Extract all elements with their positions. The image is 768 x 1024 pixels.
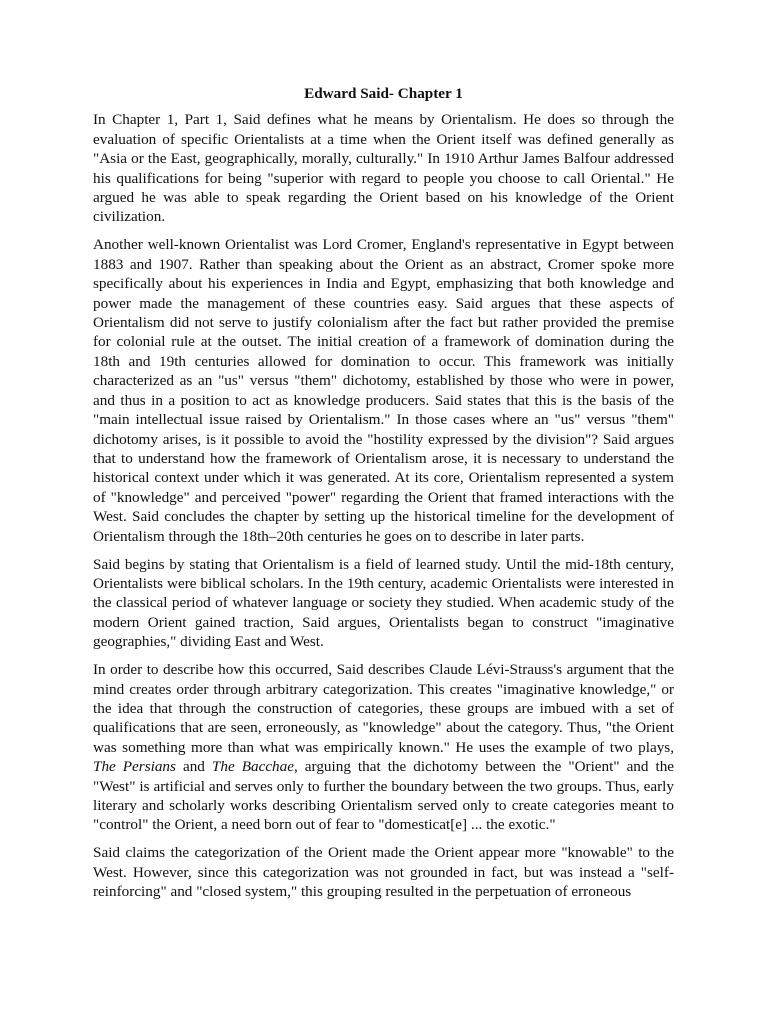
paragraph-1: In Chapter 1, Part 1, Said defines what he means by Orientalism. He does so through the evaluation of specific Orientalists at a time when the Orient itself was defined generally as "Asia or the East, geographically, morally, culturally." In 1910 Arthur James Balfour addressed his qualifications for being "superior with regard to people you choose to call Oriental." He argued he was able to speak regarding the Orient based on his knowledge of the Orient civilization.	[93, 111, 674, 226]
document-title: Edward Said- Chapter 1	[304, 85, 463, 102]
paragraph-4-and: and	[182, 758, 205, 776]
paragraph-4	[93, 660, 674, 835]
paragraph-4-text-a: In order to describe how this occurred, Said describes Claude Lévi-Strauss's argument that the mind creates order through arbitrary categorization. This creates "imaginative knowledge," or the idea that through the construction of categories, these groups are imbued with a set of qualifications that are seen, erroneously, as "knowledge" about the category. Thus, "the Orient was something more than what was empirically known." He uses the example of two plays,	[93, 661, 674, 756]
document-page	[93, 84, 674, 910]
play-title-persians: The Persians	[93, 758, 176, 776]
paragraph-3: Said begins by stating that Orientalism is a field of learned study. Until the mid-18th century, Orientalists were biblical scholars. In the 19th century, academic Orientalists were interested in the classical period of whatever language or society they studied. When academic study of the modern Orient gained traction, Said argues, Orientalists began to construct "imaginative geographies," dividing East and West.	[93, 555, 674, 651]
paragraph-5: Said claims the categorization of the Orient made the Orient appear more "knowable" to the West. However, since this categorization was not grounded in fact, but was instead a "self-reinforcing" and "closed system," this grouping resulted in the perpetuation of erroneous	[93, 844, 674, 901]
paragraph-2: Another well-known Orientalist was Lord Cromer, England's representative in Egypt between 1883 and 1907. Rather than speaking about the Orient as an abstract, Cromer spoke more specifically about his experiences in India and Egypt, emphasizing that both knowledge and power made the management of these countries easy. Said argues that these aspects of Orientalism did not serve to justify colonialism after the fact but rather provided the premise for colonial rule at the outset. The initial creation of a framework of domination during the 18th and 19th centuries allowed for domination to occur. This framework was initially characterized as an "us" versus "them" dichotomy, established by those who were in power, and thus in a position to act as knowledge producers. Said states that this is the basis of the "main intellectual issue raised by Orientalism." In those cases where an "us" versus "them" dichotomy arises, is it possible to avoid the "hostility expressed by the division"? Said argues that to understand how the framework of Orientalism arose, it is necessary to understand the historical context under which it was generated. At its core, Orientalism represented a system of "knowledge" and perceived "power" regarding the Orient that framed interactions with the West. Said concludes the chapter by setting up the historical timeline for the development of Orientalism through the 18th–20th centuries he goes on to describe in later parts.	[93, 236, 674, 545]
paragraph-4-text-b: , arguing that the dichotomy between the "Orient" and the "West" is artificial and serves only to further the boundary between the two groups. Thus, early literary and scholarly works describing Orientalism served only to create categories meant to "control" the Orient, a need born out of fear to "domesticat[e] ... the exotic."	[93, 758, 675, 834]
play-title-bacchae: The Bacchae	[211, 758, 294, 776]
